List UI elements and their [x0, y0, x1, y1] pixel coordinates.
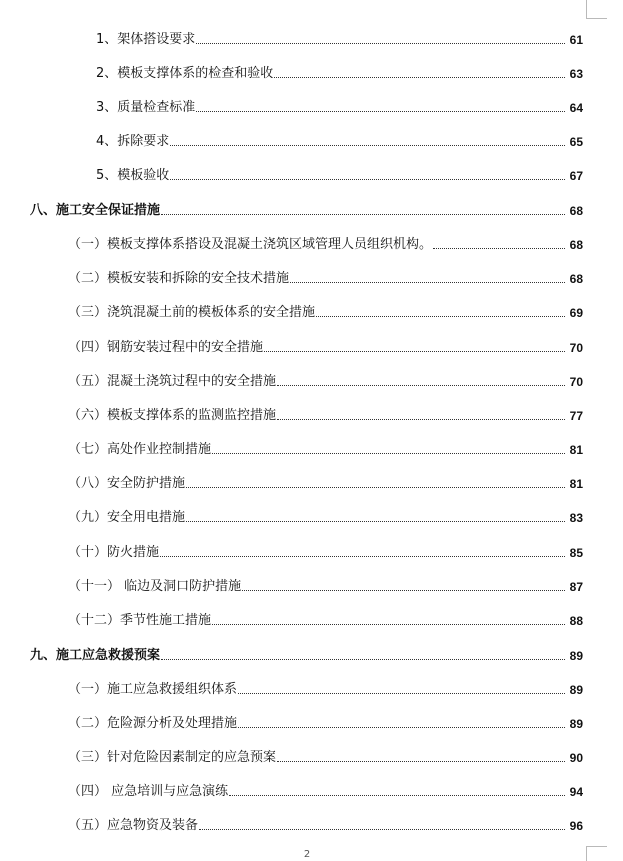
toc-leader-dots: [170, 145, 565, 146]
toc-entry-label: （六）模板支撑体系的监测监控措施: [68, 408, 277, 423]
toc-leader-dots: [274, 77, 565, 78]
toc-leader-dots: [433, 248, 565, 249]
toc-leader-dots: [238, 727, 565, 728]
toc-entry[interactable]: [68, 575, 583, 595]
toc-entry-page-number: 63: [569, 67, 583, 81]
toc-entry-label: （九）安全用电措施: [68, 510, 186, 525]
toc-entry[interactable]: [68, 370, 583, 390]
toc-entry-label: （五）应急物资及装备: [68, 818, 199, 833]
toc-leader-dots: [196, 43, 565, 44]
toc-entry[interactable]: [30, 644, 583, 664]
toc-entry-label: （十一） 临边及洞口防护措施: [68, 579, 242, 594]
toc-entry[interactable]: [68, 472, 583, 492]
toc-entry-label: （七）高处作业控制措施: [68, 442, 212, 457]
toc-entry-page-number: 89: [569, 683, 583, 697]
toc-leader-dots: [277, 761, 565, 762]
toc-entry-label: （二）危险源分析及处理措施: [68, 716, 238, 731]
toc-entry[interactable]: [68, 712, 583, 732]
toc-entry[interactable]: [96, 96, 583, 116]
toc-entry-page-number: 64: [569, 101, 583, 115]
toc-entry-page-number: 89: [569, 717, 583, 731]
toc-entry-page-number: 83: [569, 511, 583, 525]
toc-entry-page-number: 65: [569, 135, 583, 149]
toc-leader-dots: [186, 487, 565, 488]
toc-entry-page-number: 69: [569, 306, 583, 320]
toc-entry-label: （五）混凝土浇筑过程中的安全措施: [68, 374, 277, 389]
toc-entry-page-number: 87: [569, 580, 583, 594]
toc-leader-dots: [212, 624, 565, 625]
toc-entry-label: （四） 应急培训与应急演练: [68, 784, 229, 799]
toc-leader-dots: [199, 829, 565, 830]
toc-leader-dots: [290, 282, 565, 283]
toc-entry-label: （四）钢筋安装过程中的安全措施: [68, 340, 264, 355]
toc-entry[interactable]: [96, 28, 583, 48]
toc-entry-page-number: 85: [569, 546, 583, 560]
toc-entry[interactable]: [68, 267, 583, 287]
toc-entry-page-number: 70: [569, 375, 583, 389]
toc-leader-dots: [242, 590, 565, 591]
toc-entry-label: （八）安全防护措施: [68, 476, 186, 491]
toc-entry-page-number: 90: [569, 751, 583, 765]
toc-entry[interactable]: [68, 541, 583, 561]
toc-entry-label: 九、施工应急救援预案: [30, 648, 161, 663]
toc-entry-page-number: 77: [569, 409, 583, 423]
toc-entry-page-number: 96: [569, 819, 583, 833]
toc-entry-page-number: 68: [569, 238, 583, 252]
toc-entry-label: （二）模板安装和拆除的安全技术措施: [68, 271, 290, 286]
toc-entry-label: （十二）季节性施工措施: [68, 613, 212, 628]
toc-entry[interactable]: [68, 678, 583, 698]
toc-entry-label: （三）针对危险因素制定的应急预案: [68, 750, 277, 765]
toc-entry[interactable]: [96, 130, 583, 150]
toc-entry[interactable]: [30, 199, 583, 219]
toc-leader-dots: [196, 111, 565, 112]
toc-entry-label: 3、质量检查标准: [96, 100, 196, 115]
toc-entry-label: 2、模板支撑体系的检查和验收: [96, 66, 274, 81]
toc-entry-page-number: 88: [569, 614, 583, 628]
toc-entry-page-number: 70: [569, 341, 583, 355]
toc-entry[interactable]: [68, 780, 583, 800]
footer-page-number: 2: [303, 849, 311, 860]
toc-entry-label: （一）模板支撑体系搭设及混凝土浇筑区域管理人员组织机构。: [68, 237, 433, 252]
toc-leader-dots: [264, 351, 565, 352]
toc-entry[interactable]: [68, 609, 583, 629]
toc-entry-label: （一）施工应急救援组织体系: [68, 682, 238, 697]
toc-entry[interactable]: [68, 438, 583, 458]
toc-leader-dots: [161, 214, 565, 215]
toc-entry-page-number: 81: [569, 443, 583, 457]
toc-entry-page-number: 89: [569, 649, 583, 663]
toc-entry-label: 5、模板验收: [96, 168, 170, 183]
toc-entry-page-number: 94: [569, 785, 583, 799]
toc-entry[interactable]: [68, 336, 583, 356]
toc-leader-dots: [212, 453, 565, 454]
toc-entry[interactable]: [68, 746, 583, 766]
toc-entry-label: （十）防火措施: [68, 545, 160, 560]
toc-entry[interactable]: [68, 506, 583, 526]
toc-leader-dots: [186, 521, 565, 522]
toc-entry[interactable]: [68, 301, 583, 321]
toc-entry-label: 4、拆除要求: [96, 134, 170, 149]
toc-leader-dots: [238, 693, 565, 694]
toc-entry-page-number: 67: [569, 169, 583, 183]
toc-entry[interactable]: [96, 62, 583, 82]
toc-entry-label: （三）浇筑混凝土前的模板体系的安全措施: [68, 305, 316, 320]
toc-leader-dots: [170, 179, 565, 180]
toc-entry-page-number: 61: [569, 33, 583, 47]
toc-leader-dots: [160, 556, 565, 557]
toc-entry-label: 八、施工安全保证措施: [30, 203, 161, 218]
toc-entry-page-number: 68: [569, 204, 583, 218]
toc-entry[interactable]: [68, 404, 583, 424]
toc-leader-dots: [277, 419, 565, 420]
toc-leader-dots: [229, 795, 565, 796]
toc-entry[interactable]: [96, 164, 583, 184]
toc-leader-dots: [277, 385, 565, 386]
toc-entry-label: 1、架体搭设要求: [96, 32, 196, 47]
toc-leader-dots: [316, 316, 565, 317]
toc-entry-page-number: 68: [569, 272, 583, 286]
toc-entry[interactable]: [68, 814, 583, 834]
toc-entry[interactable]: [68, 233, 583, 253]
toc-leader-dots: [161, 659, 565, 660]
toc-entry-page-number: 81: [569, 477, 583, 491]
